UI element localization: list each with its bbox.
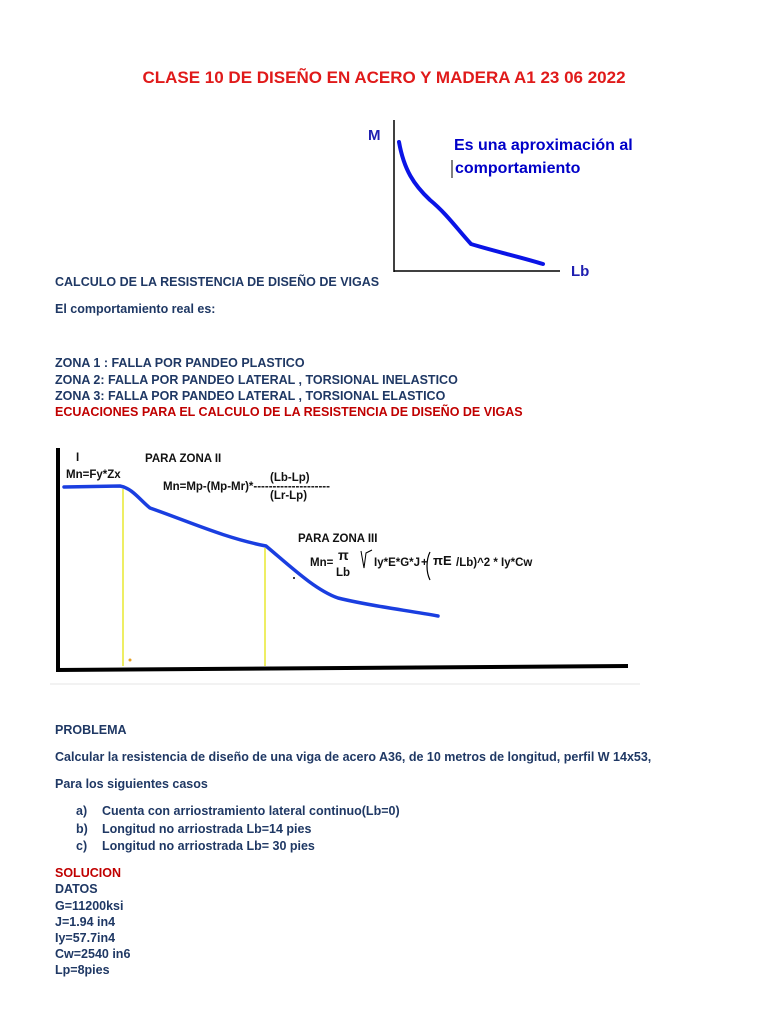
graph2-x-axis	[56, 666, 628, 670]
section-heading: CALCULO DE LA RESISTENCIA DE DISEÑO DE VIGAS	[55, 275, 380, 289]
zona-3: ZONA 3: FALLA POR PANDEO LATERAL , TORSIONAL ELASTICO	[55, 389, 446, 403]
ecuaciones-heading: ECUACIONES PARA EL CALCULO DE LA RESISTENCIA DE DISEÑO DE VIGAS	[55, 405, 523, 419]
dato-cw: Cw=2540 in6	[55, 947, 131, 961]
caso-marker: c)	[76, 839, 88, 853]
dato-j: J=1.94 in4	[55, 915, 116, 929]
datos-heading: DATOS	[55, 882, 98, 896]
dato-g: G=11200ksi	[55, 899, 124, 913]
document-title: CLASE 10 DE DISEÑO EN ACERO Y MADERA A1 23 06 2022	[142, 68, 626, 87]
caso-marker: b)	[76, 822, 88, 836]
zona2-label: PARA ZONA II	[145, 453, 222, 465]
graph1-y-label: M	[368, 127, 381, 144]
dato-lp: Lp=8pies	[55, 963, 110, 977]
solucion-heading: SOLUCION	[55, 866, 121, 880]
caso-text: Cuenta con arriostramiento lateral continuo(Lb=0)	[102, 804, 400, 818]
caso-b	[76, 822, 311, 836]
dato-iy: Iy=57.7in4	[55, 931, 116, 945]
eq-zona1: Mn=Fy*Zx	[66, 469, 121, 481]
problema-text: Calcular la resistencia de diseño de una viga de acero A36, de 10 metros de longitud, perfil W 14x53,	[55, 750, 652, 764]
eq-zona3-plus: +	[421, 557, 428, 569]
eq-zona3-pi-e: πE	[433, 553, 452, 568]
eq-zona2-lhs: Mn=Mp-(Mp-Mr)*--------------------	[163, 481, 330, 493]
caso-text: Longitud no arriostrada Lb=14 pies	[102, 822, 312, 836]
eq-zona2-numerator: (Lb-Lp)	[270, 472, 310, 484]
zone-marker-i: I	[76, 452, 80, 464]
mark-dot	[129, 659, 132, 662]
zona-2: ZONA 2: FALLA POR PANDEO LATERAL , TORSIONAL INELASTICO	[55, 373, 458, 387]
eq-zona3-lhs: Mn=	[310, 557, 334, 569]
comportamiento-text: El comportamiento real es:	[55, 302, 216, 316]
caso-c	[76, 839, 315, 853]
graph1-note-line1: Es una aproximación al	[454, 137, 633, 154]
problema-heading: PROBLEMA	[55, 723, 127, 737]
graph1-note-line2: comportamiento	[455, 160, 581, 177]
casos-intro: Para los siguientes casos	[55, 777, 208, 791]
graph2-moment-curve	[64, 486, 438, 616]
eq-zona3-pi: π	[338, 547, 349, 563]
caso-a	[76, 804, 400, 818]
eq-zona3-lb: Lb	[336, 567, 351, 579]
eq-zona3-sqrt-term: Iy*E*G*J	[374, 557, 421, 569]
eq-zona3-rest: /Lb)^2 * Iy*Cw	[456, 557, 533, 569]
sqrt-symbol	[361, 550, 372, 568]
graph1-x-label: Lb	[571, 263, 590, 280]
caso-marker: a)	[76, 804, 88, 818]
eq-zona2-denominator: (Lr-Lp)	[270, 490, 308, 502]
zona3-label: PARA ZONA III	[298, 533, 378, 545]
mark-dot	[293, 577, 295, 579]
zona-1: ZONA 1 : FALLA POR PANDEO PLASTICO	[55, 356, 305, 370]
caso-text: Longitud no arriostrada Lb= 30 pies	[102, 839, 315, 853]
